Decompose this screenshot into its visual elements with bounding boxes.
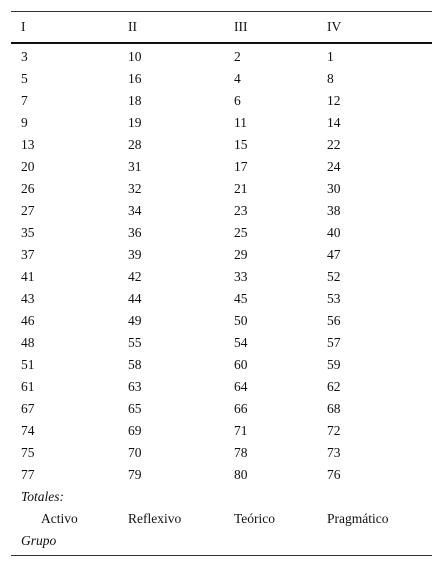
- table-cell: 30: [327, 181, 341, 196]
- table-cell: 16: [128, 71, 142, 86]
- table-cell: 39: [128, 247, 142, 262]
- table-cell: 48: [21, 335, 35, 350]
- table-cell: 7: [21, 93, 28, 108]
- questionnaire-table: [11, 11, 432, 556]
- table-cell: 74: [21, 423, 35, 438]
- table-cell: 35: [21, 225, 35, 240]
- table-row: [11, 398, 432, 420]
- group-name-reflexivo: Reflexivo: [128, 511, 182, 526]
- table-cell: 53: [327, 291, 341, 306]
- table-cell: 64: [234, 379, 248, 394]
- table-row: [11, 442, 432, 464]
- table-cell: 58: [128, 357, 142, 372]
- table-cell: 55: [128, 335, 142, 350]
- table-cell: 41: [21, 269, 35, 284]
- table-cell: 47: [327, 247, 341, 262]
- table-cell: 69: [128, 423, 142, 438]
- table-cell: 57: [327, 335, 341, 350]
- table-cell: 11: [234, 115, 247, 130]
- table-row: [11, 68, 432, 90]
- table-cell: 22: [327, 137, 341, 152]
- table-row: [11, 464, 432, 486]
- table-row: [11, 200, 432, 222]
- table-cell: 54: [234, 335, 248, 350]
- table-row: [11, 112, 432, 134]
- table-row: [11, 90, 432, 112]
- table-header-rule: [11, 42, 432, 44]
- table-cell: 49: [128, 313, 142, 328]
- table-cell: 62: [327, 379, 341, 394]
- table-cell: 66: [234, 401, 248, 416]
- table-row: [11, 354, 432, 376]
- table-row: [11, 288, 432, 310]
- table-cell: 21: [234, 181, 248, 196]
- table-cell: 24: [327, 159, 341, 174]
- table-cell: 32: [128, 181, 142, 196]
- column-header-iv: IV: [327, 19, 342, 34]
- table-row: [11, 310, 432, 332]
- table-row: [11, 46, 432, 68]
- table-cell: 10: [128, 49, 142, 64]
- table-cell: 43: [21, 291, 35, 306]
- group-label: Grupo: [21, 533, 57, 548]
- table-cell: 75: [21, 445, 35, 460]
- table-cell: 72: [327, 423, 341, 438]
- table-cell: 33: [234, 269, 248, 284]
- group-name-activo: Activo: [41, 511, 78, 526]
- table-cell: 27: [21, 203, 35, 218]
- table-cell: 40: [327, 225, 341, 240]
- table-cell: 5: [21, 71, 28, 86]
- table-cell: 46: [21, 313, 35, 328]
- table-cell: 63: [128, 379, 142, 394]
- table-cell: 61: [21, 379, 35, 394]
- table-cell: 13: [21, 137, 35, 152]
- table-row: [11, 376, 432, 398]
- table-row: [11, 134, 432, 156]
- table-cell: 18: [128, 93, 142, 108]
- table-bottom-rule: [11, 555, 432, 556]
- table-cell: 67: [21, 401, 35, 416]
- column-header-i: I: [21, 19, 26, 34]
- table-cell: 25: [234, 225, 248, 240]
- table-row: [11, 266, 432, 288]
- table-cell: 29: [234, 247, 248, 262]
- group-name-teorico: Teórico: [234, 511, 276, 526]
- table-cell: 73: [327, 445, 341, 460]
- table-cell: 51: [21, 357, 35, 372]
- table-cell: 31: [128, 159, 142, 174]
- table-cell: 79: [128, 467, 142, 482]
- table-cell: 19: [128, 115, 142, 130]
- table-cell: 76: [327, 467, 341, 482]
- totals-row: [11, 486, 432, 508]
- table-cell: 12: [327, 93, 341, 108]
- table-cell: 71: [234, 423, 248, 438]
- table-cell: 1: [327, 49, 334, 64]
- table-row: [11, 178, 432, 200]
- table-cell: 14: [327, 115, 341, 130]
- table-cell: 68: [327, 401, 341, 416]
- table-row: [11, 420, 432, 442]
- table-row: [11, 222, 432, 244]
- table-header-row: [11, 12, 432, 42]
- table-cell: 70: [128, 445, 142, 460]
- table-cell: 78: [234, 445, 248, 460]
- table-body: [11, 46, 432, 486]
- table-cell: 6: [234, 93, 241, 108]
- table-cell: 77: [21, 467, 35, 482]
- table-cell: 23: [234, 203, 248, 218]
- table-cell: 65: [128, 401, 142, 416]
- totals-label: Totales:: [21, 489, 65, 504]
- column-header-ii: II: [128, 19, 137, 34]
- table-row: [11, 244, 432, 266]
- group-name-pragmatico: Pragmático: [327, 511, 389, 526]
- table-cell: 56: [327, 313, 341, 328]
- table-cell: 20: [21, 159, 35, 174]
- table-cell: 34: [128, 203, 142, 218]
- table-cell: 3: [21, 49, 28, 64]
- table-row: [11, 332, 432, 354]
- group-label-row: [11, 530, 432, 552]
- table-cell: 38: [327, 203, 341, 218]
- table-cell: 8: [327, 71, 334, 86]
- table-cell: 36: [128, 225, 142, 240]
- table-cell: 9: [21, 115, 28, 130]
- table-cell: 52: [327, 269, 341, 284]
- table-cell: 50: [234, 313, 248, 328]
- table-cell: 59: [327, 357, 341, 372]
- table-cell: 37: [21, 247, 35, 262]
- table-cell: 17: [234, 159, 248, 174]
- table-cell: 80: [234, 467, 248, 482]
- table-cell: 2: [234, 49, 241, 64]
- table-cell: 26: [21, 181, 35, 196]
- table-cell: 15: [234, 137, 248, 152]
- table-cell: 42: [128, 269, 142, 284]
- table-row: [11, 156, 432, 178]
- table-cell: 60: [234, 357, 248, 372]
- group-names-row: [11, 508, 432, 530]
- column-header-iii: III: [234, 19, 248, 34]
- table-cell: 44: [128, 291, 142, 306]
- table-cell: 28: [128, 137, 142, 152]
- table-cell: 45: [234, 291, 248, 306]
- table-cell: 4: [234, 71, 241, 86]
